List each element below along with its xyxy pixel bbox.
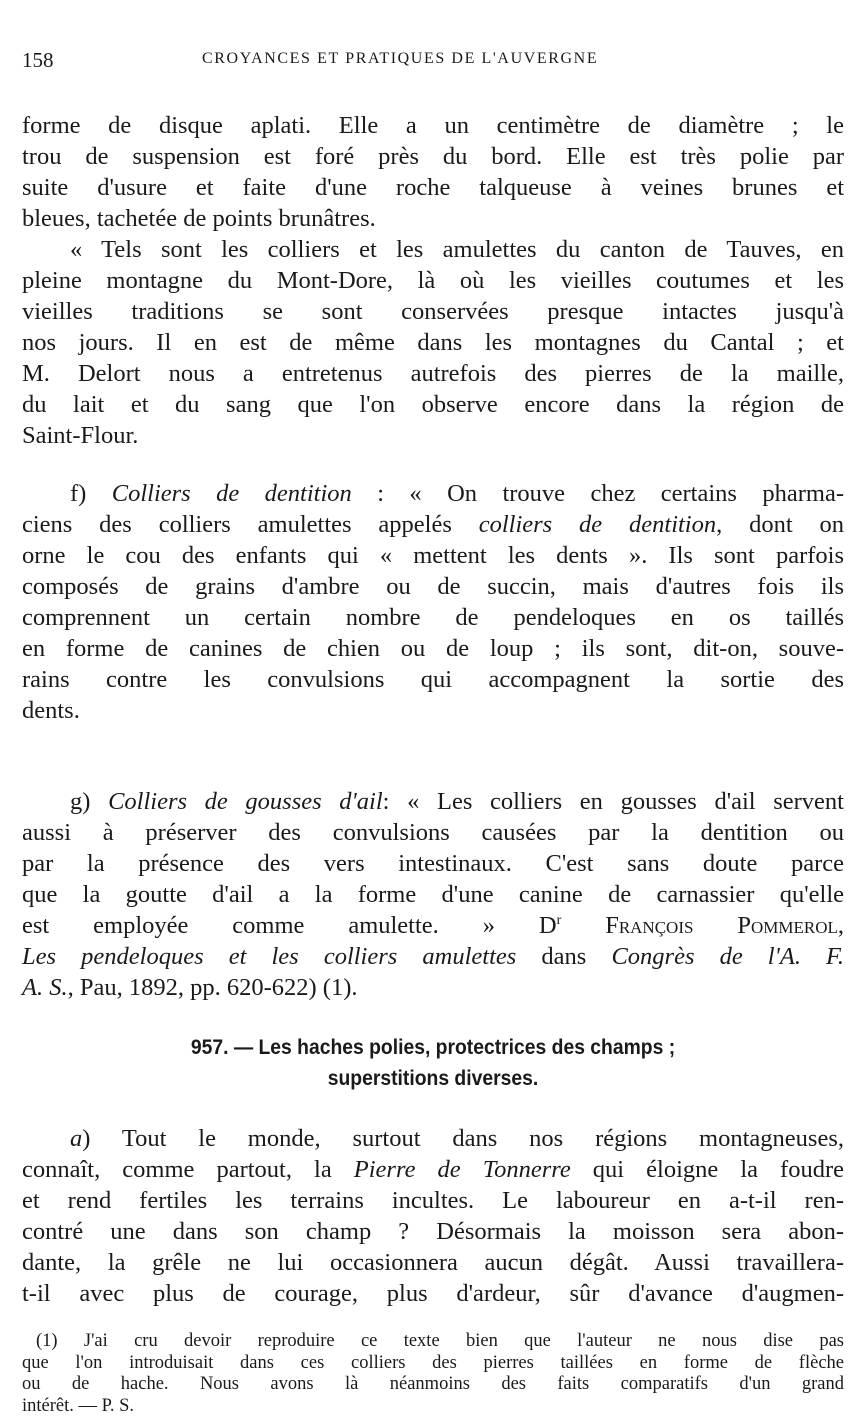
section-heading [55,1032,811,1094]
text-run: du lait et du sang que l'on observe encore dans la région de [22,391,844,418]
text-run: « Tels sont les colliers et les amulettes du canton de Tauves, en [70,236,844,263]
text-run: en forme de canines de chien ou de loup ; ils sont, dit-on, souve- [22,635,844,662]
superscript: r [556,912,562,928]
italic-text: Les pendeloques et les colliers amulettes [22,943,517,970]
text-run: connaît, comme partout, la [22,1156,354,1183]
running-title: CROYANCES ET PRATIQUES DE L'AUVERGNE [202,50,599,67]
text-run: dans [516,943,612,970]
text-line [22,358,844,389]
text-run: intérêt. — P. S. [22,1395,135,1416]
text-run: composés de grains d'ambre ou de succin, mais d'autres fois ils [22,573,844,600]
text-run: trou de suspension est foré près du bord. Elle est très polie par [22,143,844,170]
paragraph [22,786,844,1003]
text-line [22,1247,844,1278]
text-run: forme de disque aplati. Elle a un centimètre de diamètre ; le [22,112,844,139]
italic-text: a [70,1125,83,1152]
text-run: t-il avec plus de courage, plus d'ardeur, sûr d'avance d'augmen- [22,1280,844,1307]
text-run: f) [70,480,112,507]
text-line [22,786,844,817]
text-line [22,879,844,910]
italic-text: Colliers de gousses d'ail [108,788,383,815]
text-run: bleues, tachetée de points brunâtres. [22,205,376,232]
text-line [22,1374,844,1396]
text-run: , dont on [716,511,845,538]
text-line [22,848,844,879]
page-number: 158 [22,48,54,72]
text-run: (1) J'ai cru devoir reproduire ce texte bien que l'auteur ne nous dise pas [36,1331,844,1351]
italic-text: A. S. [22,974,68,1001]
italic-text: Congrès de l'A. F. [611,943,844,970]
footnote [22,1331,844,1417]
text-line [22,910,844,941]
text-line [22,695,844,726]
text-run: que l'on introduisait dans ces colliers des pierres taillées en forme de flèche [22,1352,844,1373]
text-run: : « On trouve chez certains pharma- [351,480,844,507]
text-run: ) Tout le monde, surtout dans nos régions montagneuses, [82,1125,844,1152]
text-run: qui éloigne la foudre [570,1156,844,1183]
text-run: contré une dans son champ ? Désormais la moisson sera abon- [22,1218,844,1245]
text-run [561,912,605,939]
italic-text: Pierre de Tonnerre [353,1156,571,1183]
text-run: et rend fertiles les terrains incultes. Le laboureur en a-t-il ren- [22,1187,844,1214]
text-line [22,389,844,420]
text-line [22,234,844,265]
text-line [22,941,844,972]
text-line [22,1154,844,1185]
text-line [22,1396,844,1418]
text-line [22,602,844,633]
text-run: , [837,912,845,939]
text-line [22,1185,844,1216]
text-run: : « Les colliers en gousses d'ail servent [382,788,844,815]
text-run: ou de hache. Nous avons là néanmoins des faits comparatifs d'un grand [22,1374,844,1394]
text-line [22,1331,844,1353]
text-line [22,509,844,540]
text-line [22,972,844,1003]
text-run: est employée comme amulette. » D [22,912,557,939]
text-run: g) [70,788,109,815]
text-run: que la goutte d'ail a la forme d'une canine de carnassier qu'elle [22,881,844,908]
text-line [22,141,844,172]
text-line [22,1353,844,1375]
text-run: nos jours. Il en est de même dans les montagnes du Cantal ; et [22,329,844,356]
text-line [22,296,844,327]
italic-text: Colliers de dentition [111,480,352,507]
text-run: suite d'usure et faite d'une roche talqueuse à veines brunes et [22,174,844,201]
text-run: ciens des colliers amulettes appelés [22,511,479,538]
text-line [22,540,844,571]
text-line [22,110,844,141]
text-line [22,817,844,848]
text-run: pleine montagne du Mont-Dore, là où les vieilles coutumes et les [22,267,844,294]
text-line [22,420,844,451]
text-line [22,664,844,695]
paragraph [22,1123,844,1309]
text-line [22,1278,844,1309]
italic-text: colliers de dentition [478,511,717,538]
text-line [22,203,844,234]
text-line [22,327,844,358]
paragraph [22,478,844,726]
running-header [22,48,845,78]
text-run: dents. [22,697,80,724]
text-run: rains contre les convulsions qui accompagnent la sortie des [22,666,844,693]
section-heading-line: superstitions diverses. [327,1067,539,1090]
text-line [22,1216,844,1247]
text-line [22,172,844,203]
text-line [22,633,844,664]
text-run: , Pau, 1892, pp. 620-622) (1). [67,974,358,1001]
text-line [22,265,844,296]
paragraph [22,234,844,451]
text-run: dante, la grêle ne lui occasionnera aucun dégât. Aussi travaillera- [22,1249,844,1276]
text-run: Saint-Flour. [22,422,139,449]
text-line [22,571,844,602]
text-line [22,478,844,509]
text-run: comprennent un certain nombre de pendeloques en os taillés [22,604,844,631]
paragraph [22,110,844,234]
text-run: par la présence des vers intestinaux. C'est sans doute parce [22,850,844,877]
text-run: orne le cou des enfants qui « mettent les dents ». Ils sont parfois [22,542,844,569]
section-heading-line: 957. — Les haches polies, protectrices des champs ; [190,1036,676,1059]
text-run: M. Delort nous a entretenus autrefois des pierres de la maille, [22,360,844,387]
text-line [22,1123,844,1154]
text-run: aussi à préserver des convulsions causées par la dentition ou [22,819,844,846]
small-caps-text: François Pommerol [605,912,838,939]
text-run: vieilles traditions se sont conservées presque intactes jusqu'à [22,298,844,325]
